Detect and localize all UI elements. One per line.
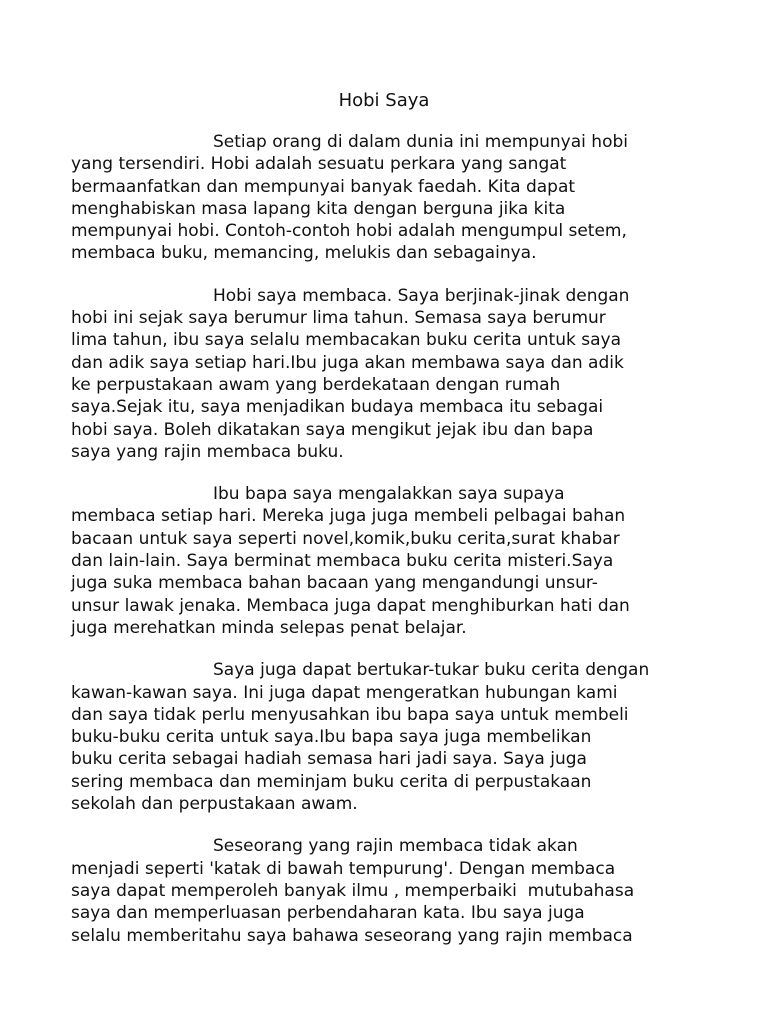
paragraph-line: Seseorang yang rajin membaca tidak akan — [213, 836, 578, 857]
paragraph-line: kawan-kawan saya. Ini juga dapat mengeratkan hubungan kami — [71, 682, 618, 703]
paragraph-line: juga merehatkan minda selepas penat belajar. — [71, 617, 467, 638]
paragraph-line: hobi ini sejak saya berumur lima tahun. Semasa saya berumur — [71, 308, 606, 329]
paragraph-line: Hobi saya membaca. Saya berjinak-jinak dengan — [213, 285, 630, 306]
paragraph-line: bacaan untuk saya seperti novel,komik,buku cerita,surat khabar — [71, 528, 620, 549]
paragraph-line: bermaanfatkan dan mempunyai banyak faedah. Kita dapat — [71, 176, 576, 197]
paragraph-line: Ibu bapa saya mengalakkan saya supaya — [213, 484, 565, 505]
paragraph-line: sekolah dan perpustakaan awam. — [71, 794, 358, 815]
paragraph-line: saya.Sejak itu, saya menjadikan budaya membaca itu sebagai — [71, 397, 604, 418]
paragraph-1 — [71, 131, 711, 265]
paragraph-3 — [71, 483, 711, 639]
paragraph-line: juga suka membaca bahan bacaan yang mengandungi unsur- — [71, 573, 598, 594]
paragraph-line: dan lain-lain. Saya berminat membaca buku cerita misteri.Saya — [71, 551, 614, 572]
paragraph-line: membaca buku, memancing, melukis dan sebagainya. — [71, 243, 537, 264]
paragraph-line: mempunyai hobi. Contoh-contoh hobi adalah mengumpul setem, — [71, 221, 627, 242]
paragraph-line: Saya juga dapat bertukar-tukar buku cerita dengan — [213, 660, 650, 681]
paragraph-line: buku-buku cerita untuk saya.Ibu bapa saya juga membelikan — [71, 727, 592, 748]
document-title: Hobi Saya — [338, 90, 430, 111]
paragraph-5 — [71, 835, 711, 946]
paragraph-line: dan adik saya setiap hari.Ibu juga akan membawa saya dan adik — [71, 352, 624, 373]
paragraph-line: saya dapat memperoleh banyak ilmu , memperbaiki mutubahasa — [71, 880, 635, 901]
paragraph-line: saya yang rajin membaca buku. — [71, 441, 344, 462]
paragraph-2 — [71, 285, 711, 463]
paragraph-4 — [71, 659, 711, 815]
paragraph-line: sering membaca dan meminjam buku cerita di perpustakaan — [71, 771, 592, 792]
document-body — [71, 131, 711, 967]
paragraph-line: yang tersendiri. Hobi adalah sesuatu perkara yang sangat — [71, 154, 567, 175]
paragraph-line: membaca setiap hari. Mereka juga juga membeli pelbagai bahan — [71, 506, 626, 527]
paragraph-line: menghabiskan masa lapang kita dengan berguna jika kita — [71, 198, 566, 219]
paragraph-line: hobi saya. Boleh dikatakan saya mengikut jejak ibu dan bapa — [71, 419, 594, 440]
paragraph-line: saya dan memperluasan perbendaharan kata. Ibu saya juga — [71, 903, 585, 924]
paragraph-line: Setiap orang di dalam dunia ini mempunyai hobi — [213, 132, 628, 152]
paragraph-line: unsur lawak jenaka. Membaca juga dapat menghiburkan hati dan — [71, 595, 630, 616]
paragraph-line: ke perpustakaan awam yang berdekataan dengan rumah — [71, 374, 561, 395]
paragraph-line: lima tahun, ibu saya selalu membacakan buku cerita untuk saya — [71, 330, 622, 351]
paragraph-line: menjadi seperti 'katak di bawah tempurung'. Dengan membaca — [71, 858, 616, 879]
paragraph-line: selalu memberitahu saya bahawa seseorang yang rajin membaca — [71, 925, 633, 946]
paragraph-line: buku cerita sebagai hadiah semasa hari jadi saya. Saya juga — [71, 749, 587, 770]
paragraph-line: dan saya tidak perlu menyusahkan ibu bapa saya untuk membeli — [71, 704, 629, 725]
